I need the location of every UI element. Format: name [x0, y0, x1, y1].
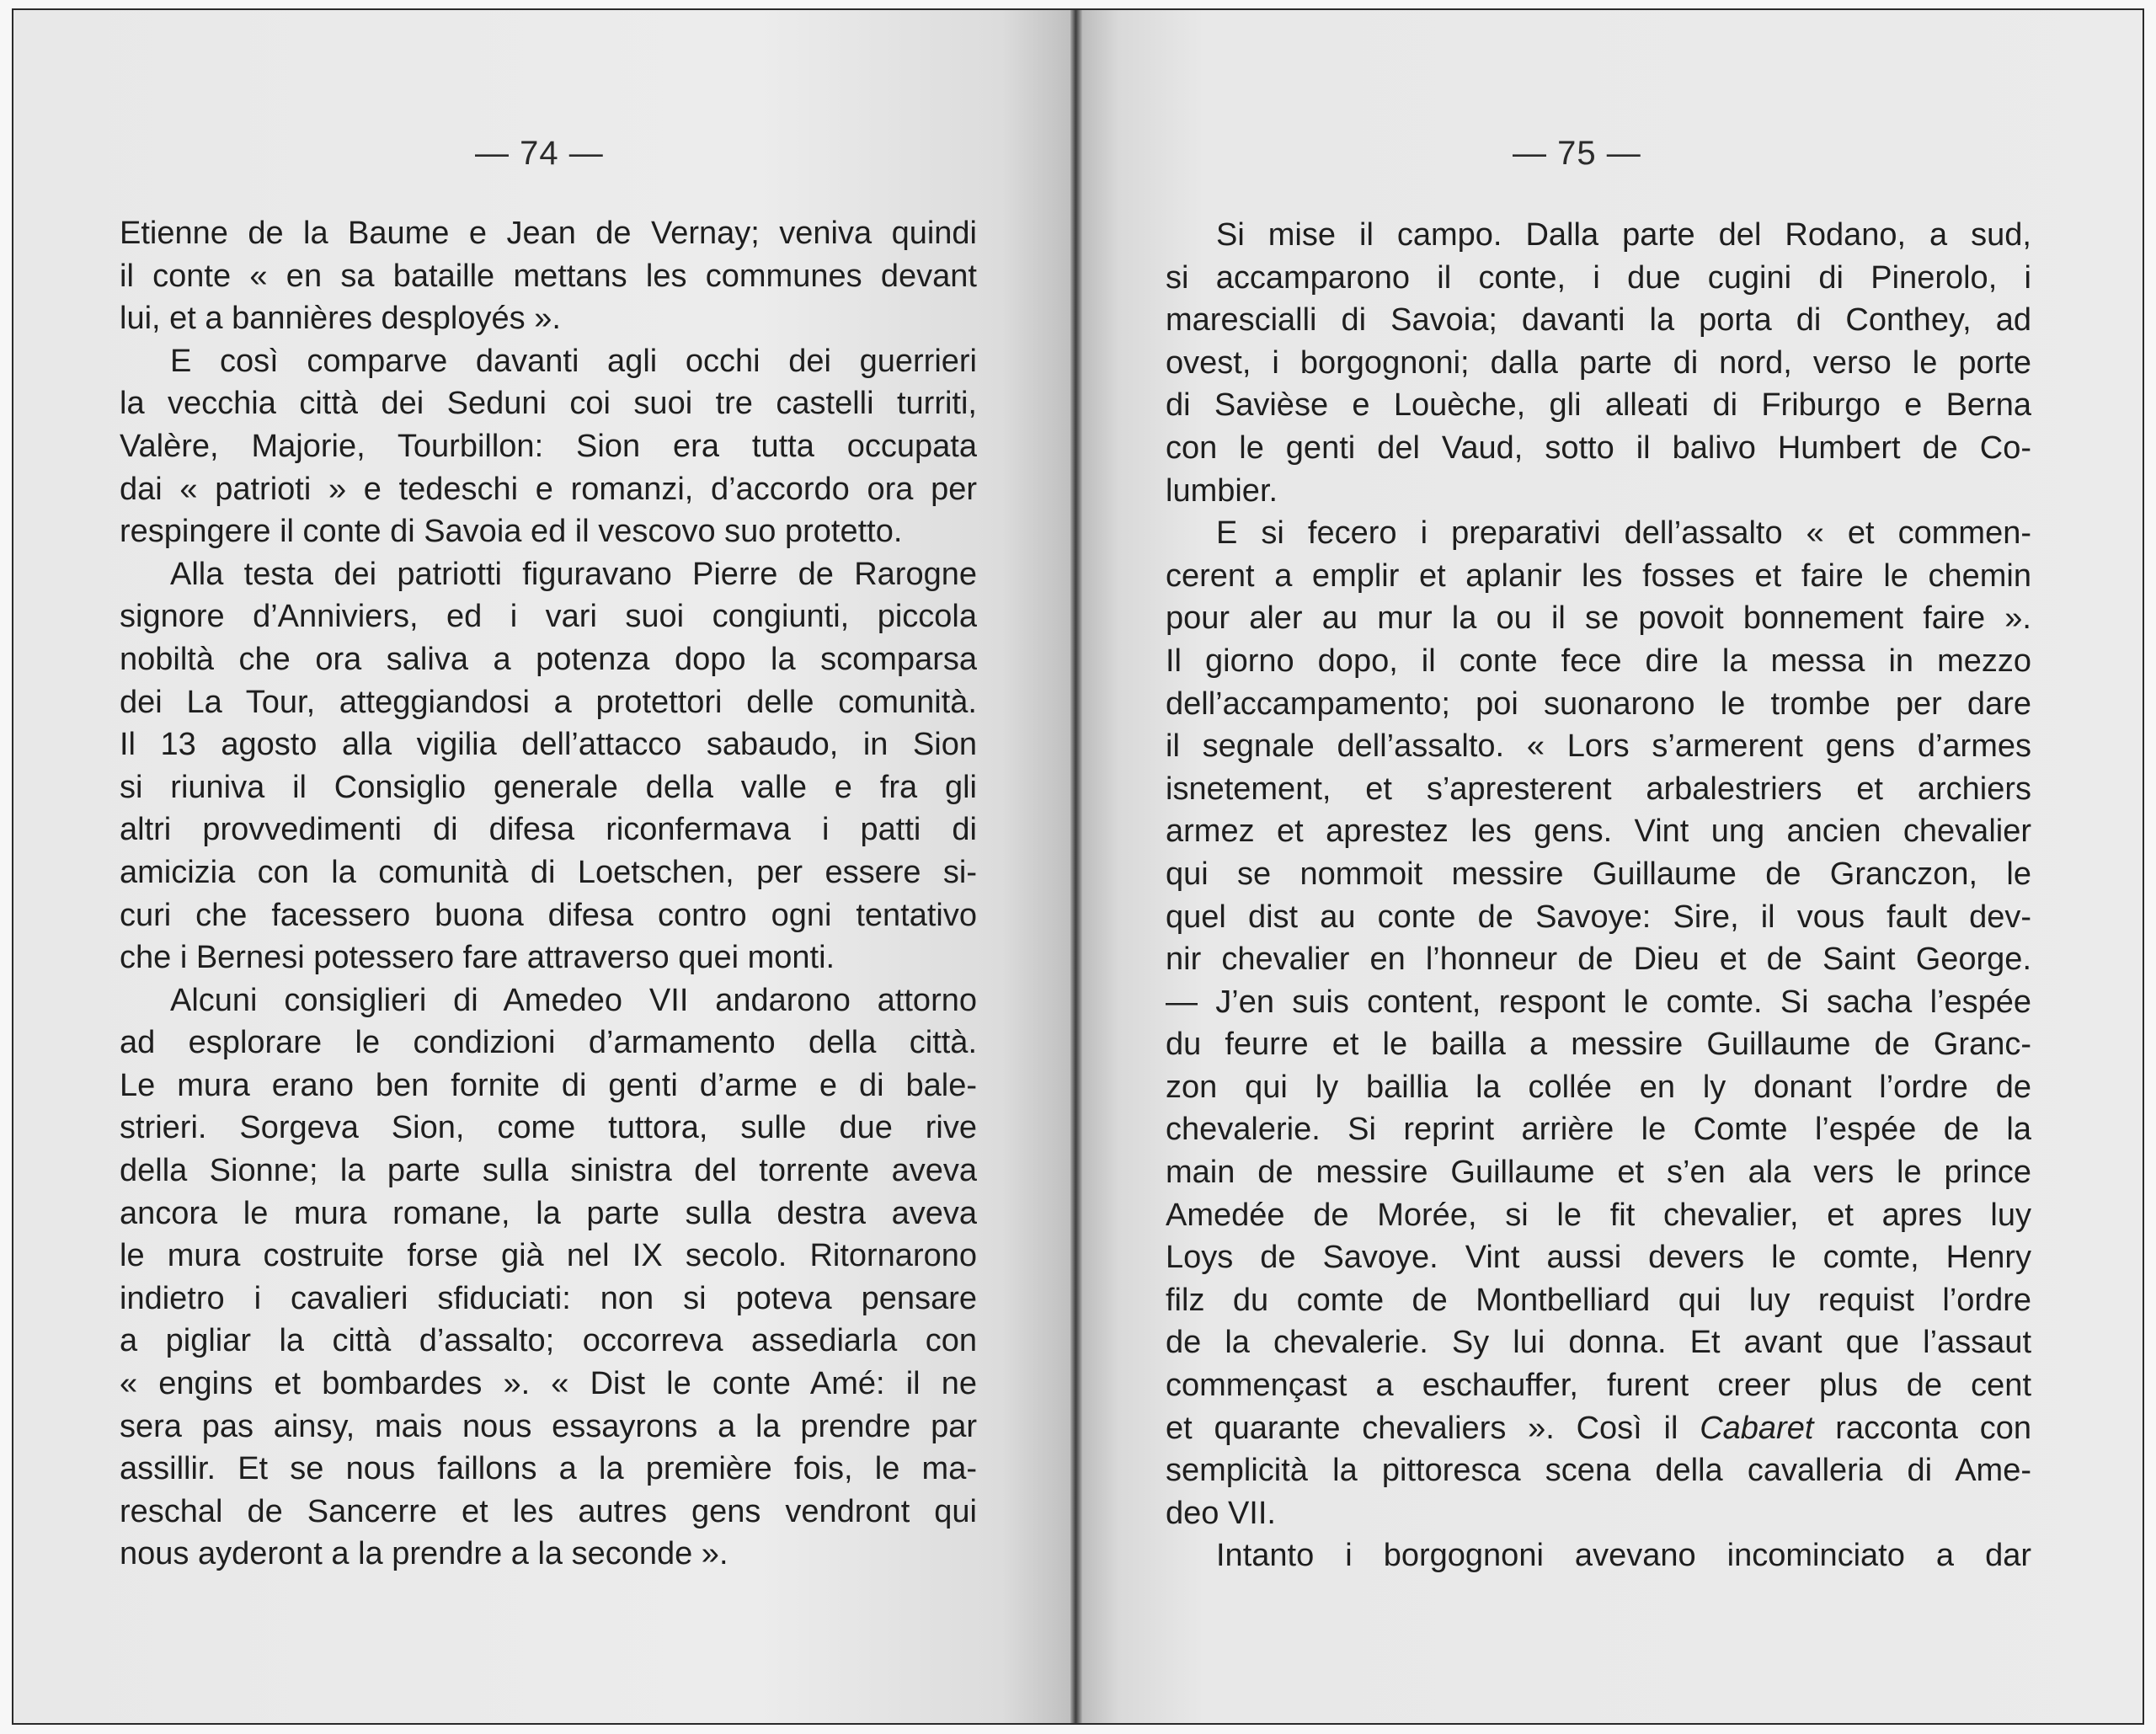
text-line: lumbier. [1166, 472, 1278, 509]
text-line: le mura costruite forse già nel IX secolo. Ritornarono [120, 1238, 977, 1274]
book-gutter [1070, 10, 1082, 1723]
text-line: che i Bernesi potessero fare attraverso quei monti. [120, 940, 835, 976]
text-line: di Savièse e Louèche, gli alleati di Friburgo e Berna [1166, 387, 2031, 424]
text-line: dell’accampamento; poi suonarono le trombe per dare [1166, 686, 2031, 722]
page-number: — 75 — [1513, 135, 1641, 172]
text-line: semplicità la pittoresca scena della cavalleria di Ame- [1166, 1453, 2031, 1489]
text-line: pour aler au mur la ou il se povoit bonnement faire ». [1166, 600, 2031, 637]
text-line: si accamparono il conte, i due cugini di Pinerolo, i [1166, 259, 2031, 296]
text-line: marescialli di Savoia; davanti la porta di Conthey, ad [1166, 302, 2031, 339]
text-line: Etienne de la Baume e Jean de Vernay; veniva quindi [120, 216, 977, 251]
text-line: E si fecero i preparativi dell’assalto « et commen- [1216, 515, 2031, 552]
text-line: assillir. Et se nous faillons a la première fois, le ma- [120, 1451, 977, 1487]
text-line: ad esplorare le condizioni d’armamento della città. [120, 1025, 977, 1061]
text-line: — J’en suis content, respont le comte. Si sacha l’espée [1166, 984, 2031, 1020]
text-line: nous ayderont a la prendre a la seconde ». [120, 1536, 728, 1572]
text-line: curi che facessero buona difesa contro ogni tentativo [120, 897, 977, 933]
text-line: lui, et a bannières desployés ». [120, 301, 561, 337]
text-line: ovest, i borgognoni; dalla parte di nord, verso le porte [1166, 344, 2031, 381]
text-line: a pigliar la città d’assalto; occorreva assediarla con [120, 1323, 977, 1359]
text-line: quel dist au conte de Savoye: Sire, il vous fault dev- [1166, 899, 2031, 935]
right-page [1076, 10, 2143, 1723]
text-line: Alcuni consiglieri di Amedeo VII andarono attorno [170, 982, 977, 1018]
text-line: Intanto i borgognoni avevano incominciato a dar [1216, 1538, 2031, 1574]
text-line: dai « patrioti » e tedeschi e romanzi, d’accordo ora per [120, 471, 977, 507]
text-line: Il giorno dopo, il conte fece dire la messa in mezzo [1166, 643, 2031, 679]
text-line: altri provvedimenti di difesa riconfermava i patti di [120, 812, 977, 848]
text-line: Valère, Majorie, Tourbillon: Sion era tutta occupata [120, 428, 977, 464]
text-line: isnetement, et s’apresterent arbalestriers et archiers [1166, 771, 2031, 807]
text-line: qui se nommoit messire Guillaume de Granczon, le [1166, 856, 2031, 892]
text-line: deo VII. [1166, 1495, 1276, 1531]
text-line: armez et aprestez les gens. Vint ung ancien chevalier [1166, 814, 2031, 850]
text-line: filz du comte de Montbelliard qui luy requist l’ordre [1166, 1282, 2031, 1318]
text-line: cerent a emplir et aplanir les fosses et faire le chemin [1166, 558, 2031, 594]
page-text-block [120, 212, 977, 1576]
text-line: « engins et bombardes ». « Dist le conte Amé: il ne [120, 1366, 977, 1402]
text-line: Loys de Savoye. Vint aussi devers le comte, Henry [1166, 1240, 2031, 1276]
text-line: de la chevalerie. Sy lui donna. Et avant que l’assaut [1166, 1325, 2031, 1361]
page-number: — 74 — [475, 135, 604, 172]
text-line: commençast a eschauffer, furent creer plus de cent [1166, 1368, 2031, 1404]
text-line: du feurre et le bailla a messire Guillaume de Granc- [1166, 1027, 2031, 1063]
text-line: amicizia con la comunità di Loetschen, per essere si- [120, 854, 977, 890]
text-line: zon qui ly baillia la collée en ly donant l’ordre de [1166, 1069, 2031, 1105]
text-line: Amedée de Morée, si le fit chevalier, et apres luy [1166, 1197, 2031, 1233]
text-line: Si mise il campo. Dalla parte del Rodano, a sud, [1216, 217, 2031, 253]
text-line: con le genti del Vaud, sotto il balivo Humbert de Co- [1166, 429, 2031, 466]
text-line: respingere il conte di Savoia ed il vescovo suo protetto. [120, 514, 903, 550]
text-line: Alla testa dei patriotti figuravano Pierre de Rarogne [170, 556, 977, 592]
text-line: ancora le mura romane, la parte sulla destra aveva [120, 1195, 977, 1231]
text-line: strieri. Sorgeva Sion, come tuttora, sulle due rive [120, 1110, 977, 1146]
text-line: signore d’Anniviers, ed i vari suoi congiunti, piccola [120, 599, 977, 635]
text-line: il conte « en sa bataille mettans les communes devant [120, 258, 977, 294]
text-line: si riuniva il Consiglio generale della valle e fra gli [120, 769, 977, 805]
text-line: nobiltà che ora saliva a potenza dopo la scomparsa [120, 641, 977, 677]
text-line: nir chevalier en l’honneur de Dieu et de Saint George. [1166, 942, 2031, 978]
text-line: la vecchia città dei Seduni coi suoi tre castelli turriti, [120, 386, 977, 422]
italic-title: Cabaret [1700, 1410, 1814, 1446]
open-book [12, 8, 2144, 1725]
left-page [13, 10, 1076, 1723]
text-line: sera pas ainsy, mais nous essayrons a la prendre par [120, 1408, 977, 1444]
text-line: indietro i cavalieri sfiduciati: non si poteva pensare [120, 1280, 977, 1316]
text-line: Il 13 agosto alla vigilia dell’attacco sabaudo, in Sion [120, 727, 977, 763]
text-line: Le mura erano ben fornite di genti d’arme e di bale- [120, 1067, 977, 1103]
text-line: dei La Tour, atteggiandosi a protettori delle comunità. [120, 684, 977, 720]
text-line: il segnale dell’assalto. « Lors s’armerent gens d’armes [1166, 728, 2031, 765]
text-line: reschal de Sancerre et les autres gens vendront qui [120, 1493, 977, 1529]
text-line: E così comparve davanti agli occhi dei guerrieri [170, 343, 977, 379]
text-line: et quarante chevaliers ». Così il Cabaret racconta con [1166, 1410, 2031, 1446]
text-line: della Sionne; la parte sulla sinistra del torrente aveva [120, 1153, 977, 1189]
page-text-block [1166, 214, 2031, 1577]
text-line: main de messire Guillaume et s’en ala vers le prince [1166, 1155, 2031, 1191]
text-line: chevalerie. Si reprint arrière le Comte l’espée de la [1166, 1112, 2031, 1148]
